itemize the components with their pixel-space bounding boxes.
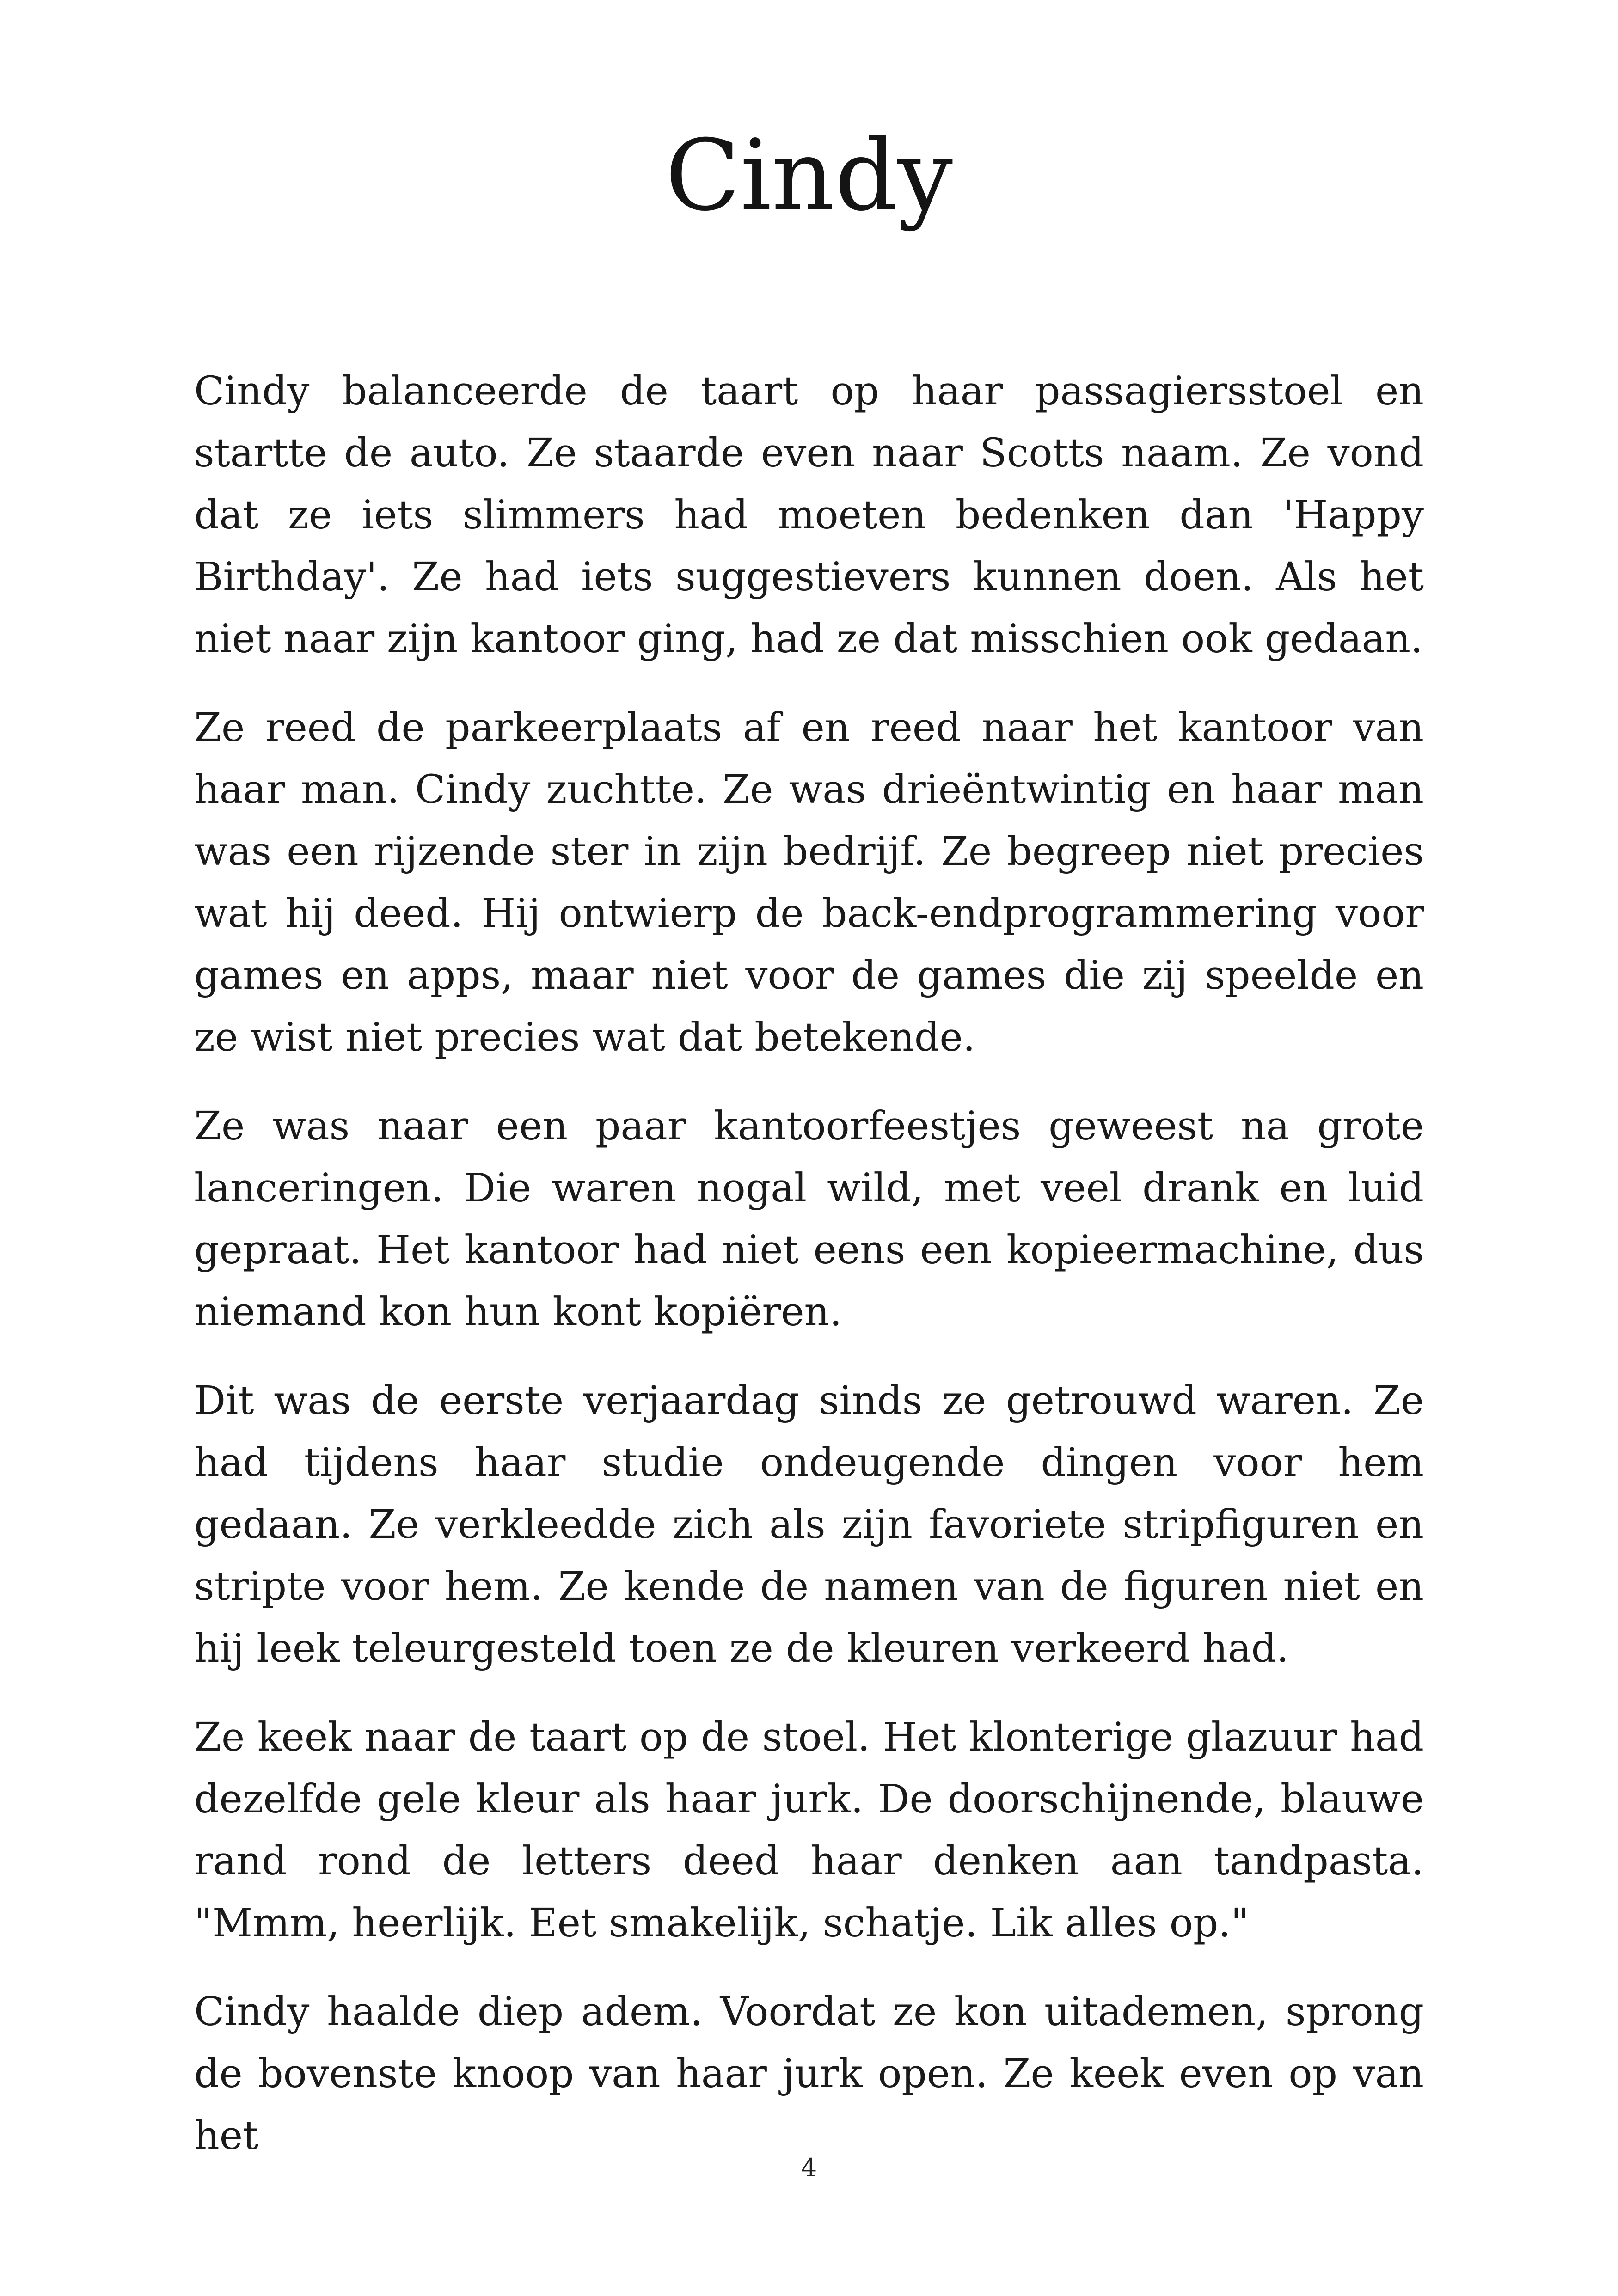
- paragraph: Ze keek naar de taart op de stoel. Het klonterige glazuur had dezelfde gele kleur als haar jurk. De doorschijnende, blauwe rand rond de letters deed haar denken aan tandpasta. "Mmm, heerlijk. Eet smakelijk, schatje. Lik alles op.": [194, 1714, 1424, 1946]
- paragraph: Ze was naar een paar kantoorfeestjes geweest na grote lanceringen. Die waren nogal wild, met veel drank en luid gepraat. Het kantoor had niet eens een kopieermachine, dus niemand kon hun kont kopiëren.: [194, 1103, 1424, 1335]
- paragraph: Dit was de eerste verjaardag sinds ze getrouwd waren. Ze had tijdens haar studie ondeugende dingen voor hem gedaan. Ze verkleedde zich als zijn favoriete stripfiguren en stripte voor hem. Ze kende de namen van de figuren niet en hij leek teleurgesteld toen ze de kleuren verkeerd had.: [194, 1378, 1424, 1671]
- paragraph: Cindy haalde diep adem. Voordat ze kon uitademen, sprong de bovenste knoop van haar jurk open. Ze keek even op van het: [194, 1989, 1424, 2159]
- chapter-body: [194, 361, 1424, 2194]
- paragraph: Cindy balanceerde de taart op haar passagiersstoel en startte de auto. Ze staarde even naar Scotts naam. Ze vond dat ze iets slimmers had moeten bedenken dan 'Happy Birthday'. Ze had iets suggestievers kunnen doen. Als het niet naar zijn kantoor ging, had ze dat misschien ook gedaan.: [194, 368, 1424, 662]
- page-number: 4: [801, 2153, 817, 2182]
- paragraph: Ze reed de parkeerplaats af en reed naar het kantoor van haar man. Cindy zuchtte. Ze was drieëntwintig en haar man was een rijzende ster in zijn bedrijf. Ze begreep niet precies wat hij deed. Hij ontwierp de back-endprogrammering voor games en apps, maar niet voor de games die zij speelde en ze wist niet precies wat dat betekende.: [194, 705, 1424, 1060]
- chapter-title: Cindy: [665, 118, 953, 233]
